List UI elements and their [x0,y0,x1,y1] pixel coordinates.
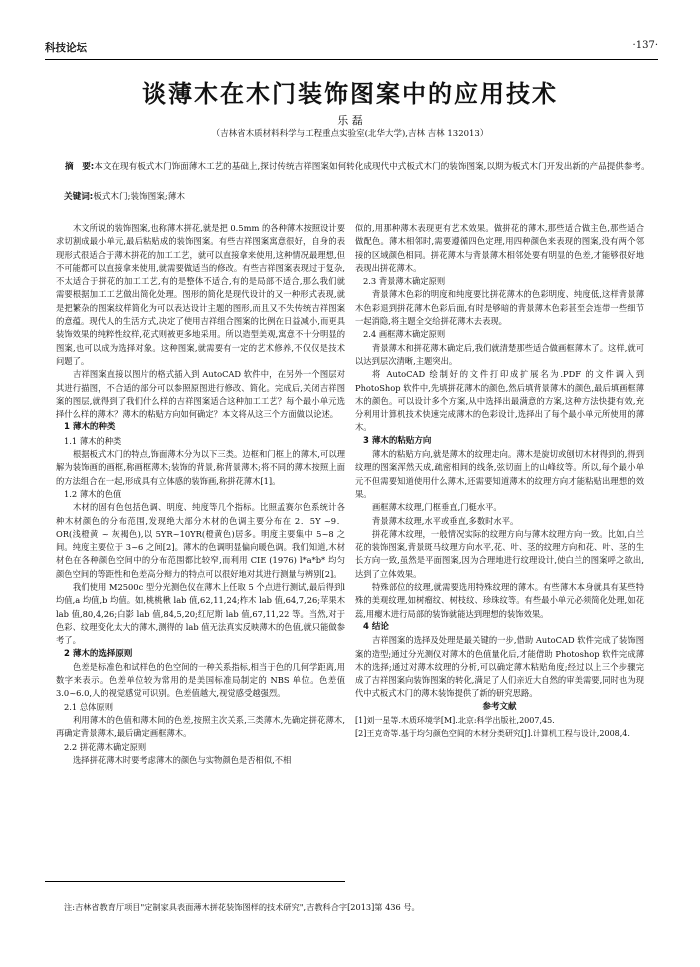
paragraph: 选择拼花薄木时要考虑薄木的颜色与实物颜色是否相似,不相 [73,754,292,765]
paragraph: 吉祥图案直接以图片的格式插入到 AutoCAD 软件中，在另外一个图层对其进行描图，不合适的部分可以参照原图进行修改、简化。完成后,关闭吉祥图案的图层,就得到了我们什么样的吉祥图案适合这种加工工艺？每个最小单元选择什么样的薄木？薄木的粘贴方向如何确定？本文将从这三个方面做以论述。 [56,369,345,420]
subsection-heading: 2.3 背景薄木确定原则 [363,276,446,287]
subsection-heading: 1.1 薄木的种类 [64,435,122,446]
subsection-heading: 2.2 拼花薄木确定原则 [64,741,147,752]
paragraph: 吉祥图案的选择及处理是最关键的一步,借助 AutoCAD 软件完成了装饰图案的造型;通过分光测仪对薄木的色值量化后,才能借助 Photoshop 软件完成薄木的选择;通过对薄木纹理的分析,可以确定薄木粘贴角度;经过以上三个步骤完成了吉祥图案向装饰图案的转化,满足了人们亲近大自然的审美需要,同时也为现代中式板式木门的薄木装饰提供了新的研究思路。 [355,635,644,699]
abstract [45,160,657,174]
paragraph: 拼花薄木纹理，一般情况实际的纹理方向与薄木纹理方向一致。比如,白兰花的装饰图案,背景斑马纹理方向水平,花、叶、茎的纹理方向和花、叶、茎的生长方向一致,虽然是平面图案,因为合理地进行纹理设计,使白兰的图案呼之欲出,达到了立体效果。 [355,528,644,579]
paragraph: 木文所说的装饰图案,也称薄木拼花,就是把 0.5mm 的各种薄木按照设计要求切割成最小单元,最后粘贴成的装饰图案。有些吉祥图案寓意很好，自身的表现形式很适合于薄木拼花的加工工艺，就可以直接拿来使用,这种情况最理想,但不可能都可以直接拿来使用,就需要做适当的修改。有些吉祥图案表现过于复杂,不太适合于拼花的加工工艺,有的是整体不适合,有的是局部不适合,那么我们就需要根据加工工艺做出简化处理。图形的简化是现代设计的又一种形式表现,就是把繁杂的图案纹样简化为可以表达设计主题的图形,而且又不失传统吉祥图案的意蕴。现代人的生活方式,决定了使用吉祥组合图案的比例在日益减小,而更具装饰效果的纯粹性纹样,花式则被更多地采用。所以造型美观,寓意不十分明显的图案,也可以成为选择对象。这种图案,就需要有一定的艺术修养,不仅仅是技术问题了。 [56,223,345,366]
body-column-left [56,222,345,767]
subsection-heading: 2.4 画框薄木确定原则 [363,329,446,340]
keywords-label: 关键词: [64,192,94,202]
abstract-label: 摘 要: [65,162,95,172]
section-heading: 1 薄木的种类 [64,422,116,433]
article-affiliation: （吉林省木质材料科学与工程重点实验室(北华大学),吉林 吉林 132013） [211,129,489,139]
paragraph: 色差是标准色和试样色的色空间的一种关系指标,相当于色的几何学距离,用数字来表示。色差单位较为常用的是美国标准局制定的 NBS 单位。色差值 3.0~6.0,人的视觉感觉可识别。色差值越大,视觉感受越强烈。 [56,661,345,699]
paragraph: 特殊部位的纹理,就需要选用特殊纹理的薄木。有些薄木本身就具有某些特殊的美观纹理,如树瘤纹、树枝纹、珍珠纹等。有些最小单元必须简化处理,如花蕊,用瘿木进行局部的装饰就能达到理想的装饰效果。 [355,582,644,619]
paragraph: 画框薄木纹理,门框垂直,门梃水平。 [372,502,502,513]
section-heading: 4 结论 [363,621,389,632]
paragraph: 背景薄木和拼花薄木确定后,我们就清楚那些适合做画框薄木了。这样,就可以达到层次清晰,主题突出。 [355,342,644,366]
body-column-right [355,222,644,741]
reference-item: [1]刘一星等.木质环境学[M].北京:科学出版社,2007,45. [355,715,555,725]
subsection-heading: 2.1 总体原则 [64,701,114,712]
section-heading: 3 薄木的粘贴方向 [363,435,432,446]
paragraph: 利用薄木的色值和薄木间的色差,按照主次关系,三类薄木,先确定拼花薄木,再确定背景薄木,最后确定画框薄木。 [56,714,345,739]
subsection-heading: 1.2 薄木的色值 [64,488,122,499]
paragraph: 木材的固有色包括色调、明度、纯度等几个指标。比照孟赛尔色系统计各种木材颜色的分布范围,发现绝大部分木材的色调主要分布在 2．5Y ~9．OR(浅橙黄 ~ 灰褐色),以 5YR~10YR(橙黄色)居多。明度主要集中 5~8 之间。纯度主要位于 3~6 之间[2]。薄木的色调明显偏向暖色调。我们知道,木材材色在各种颜色空间中的分布范围都比较窄,而利用 CIE (1976) l*a*b* 均匀颜色空间的等距性和色差高分辩力的特点可以很好地对其进行测量与辨别[2]。 [56,502,345,579]
article-author: 乐 磊 [337,114,363,127]
paragraph: 我们使用 M2500c 型分光测色仪在薄木上任取 5 个点进行测试,最后得到l 均值,a 均值,b 均值。如,桃桃楸 lab 值,62,11,24;柞木 lab 值,64,7,26;苹果木 lab 值,80,4,26;白影 lab 值,84,5,20;红尼斯 lab 值,67,11,22 等。当然,对于色彩、纹理变化太大的薄木,测得的 lab 值无法真实反映薄木的色值,就只能做参考了。 [56,582,345,646]
header-rule [45,59,658,60]
paragraph: 将 AutoCAD 绘制好的文件打印成扩展名为.PDF 的文件调入到 PhotoShop 软件中,先填拼花薄木的颜色,然后填背景薄木的颜色,最后填画框薄木的颜色。可以设计多个方案,从中选择出最满意的方案,这种方法快捷有效,充分利用计算机技术快速完成薄木的色彩设计,选择出了每个最小单元所使用的薄木。 [355,369,644,433]
paragraph: 背景薄木纹理,水平或垂直,多数时水平。 [372,515,519,526]
reference-item: [2]王克奇等.基于均匀颜色空间的木材分类研究[J].计算机工程与设计,2008,4. [355,729,630,739]
journal-header: 科技论坛 [45,42,87,54]
page-number: ·137· [632,40,658,51]
keywords-text: 板式木门;装饰图案;薄木 [93,192,185,202]
article-title: 谈薄木在木门装饰图案中的应用技术 [142,80,558,108]
references-heading: 参考文献 [482,701,517,712]
paragraph: 背景薄木色彩的明度和纯度要比拼花薄木的色彩明度、纯度低,这样背景薄木色彩退到拼花薄木色彩后面,有时是够暗的背景薄木色彩甚至会连带一些细节一起消隐,将主题全交给拼花薄木去表现。 [355,289,644,327]
abstract-text: 本文在现有板式木门饰面薄木工艺的基础上,探讨传统吉祥图案如何转化成现代中式板式木门的装饰图案,以期为板式木门开发出新的产品提供参考。 [94,162,650,172]
footnote: 注:吉林省教育厅项目"定制家具表面薄木拼花装饰图样的技术研究",吉教科合字[2013]第 436 号。 [64,902,420,912]
footnote-rule [45,881,345,882]
section-heading: 2 薄木的选择原则 [64,648,133,659]
paragraph: 根据板式木门的特点,饰面薄木分为以下三类。边框和门框上的薄木,可以理解为装饰画的画框,称画框薄木;装饰的背景,称背景薄木;将不同的薄木按照上面的方法组合在一起,形成具有立体感的装饰画,称拼花薄木[1]。 [56,449,345,486]
paragraph: 薄木的粘贴方向,就是薄木的纹理走向。薄木是旋切或刨切木材得到的,得到纹理的图案浑然天成,疏密相间的线条,弦切面上的山峰纹等。所以,每个最小单元不但需要知道使用什么薄木,还需要知道薄木的纹理方向才能粘贴出理想的效果。 [355,449,644,499]
paragraph: 似的,用那种薄木表现更有艺术效果。做拼花的薄木,那些适合做主色,那些适合做配色。薄木相邻时,需要遵循四色定理,用四种颜色来表现的图案,没有两个邻接的区域颜色相同。拼花薄木与背景薄木相邻处要有明显的色差,才能够很好地表现出拼花薄木。 [355,223,644,273]
keywords [64,190,185,202]
